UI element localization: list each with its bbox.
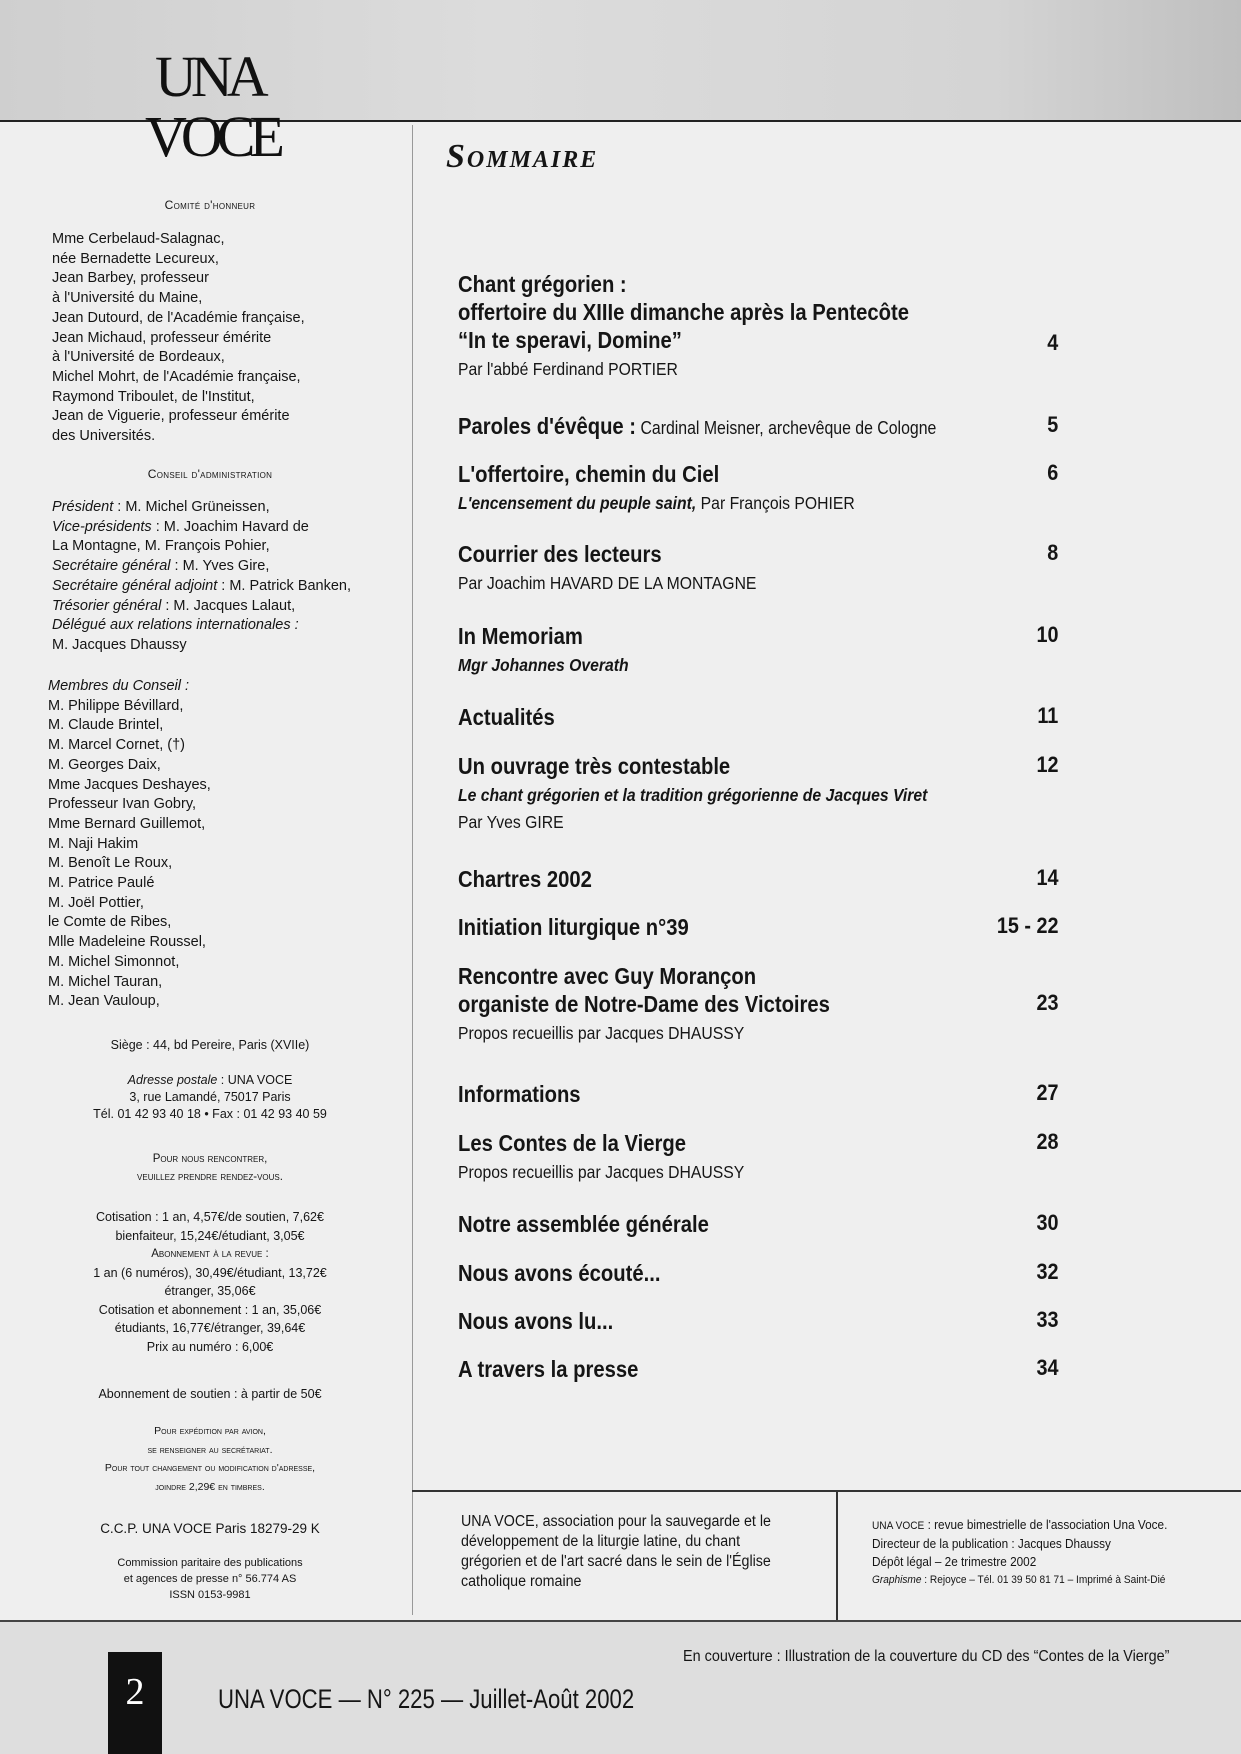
membre-line: M. Jean Vauloup, [48, 993, 160, 1010]
toc-entry [458, 540, 1058, 595]
toc-entry-subtitle-italic: Mgr Johannes Overath [458, 655, 629, 675]
conseil-name: : M. Yves Gire, [170, 558, 270, 575]
membre-line: M. Claude Brintel, [48, 717, 164, 734]
toc-entry-title-text: Actualités [458, 704, 555, 730]
conseil-line [52, 518, 351, 538]
conseil-line [52, 597, 351, 617]
adresse-line-3: Tél. 01 42 93 40 18 • Fax : 01 42 93 40 59 [93, 1107, 327, 1121]
toc-entry [458, 752, 1058, 834]
toc-entry-page: 12 [1035, 752, 1058, 777]
toc-entry-title [458, 412, 986, 442]
membre-line: Mme Bernard Guillemot, [48, 815, 206, 832]
conseil-role: Président [52, 499, 114, 515]
conseil-line [52, 557, 351, 577]
rencontrer-line-2: veuillez prendre rendez-vous. [137, 1171, 283, 1183]
toc-entry [458, 460, 1058, 515]
commission-line-1: Commission paritaire des publications [117, 1557, 303, 1569]
honneur-line: des Universités. [52, 428, 156, 445]
membres-list [48, 677, 211, 1012]
membre-line: M. Michel Tauran, [48, 973, 163, 990]
commission-line-2: et agences de presse n° 56.774 AS [123, 1573, 297, 1585]
toc-entry-title [458, 1210, 986, 1238]
toc-entry-page: 8 [1046, 540, 1058, 565]
toc-entry-title [458, 962, 986, 990]
toc-entry-title-text: Initiation liturgique n°39 [458, 914, 689, 940]
conseil-name: M. Jacques Dhaussy [52, 636, 187, 653]
association-description: UNA VOCE, association pour la sauvegarde et le développement de la liturgie latine, du chant grégorien et de l'art sacré dans le sein de l'Église catholique romaine [461, 1513, 771, 1590]
toc-entry-title [458, 913, 986, 941]
adresse-value: : UNA VOCE [217, 1073, 293, 1087]
conseil-name: : M. Joachim Havard de [151, 518, 309, 535]
publication-line-4 [872, 1571, 1212, 1589]
toc-entry-title [458, 1129, 986, 1157]
una-voce-logo [145, 40, 315, 180]
abonnement-line-2: 1 an (6 numéros), 30,49€/étudiant, 13,72€ [93, 1265, 327, 1280]
conseil-role: Secrétaire général adjoint [52, 577, 218, 594]
publication-info [872, 1516, 1212, 1589]
toc-entry [458, 1307, 1058, 1335]
toc-entry-title-text: Notre assemblée générale [458, 1211, 709, 1237]
toc-entry [458, 1080, 1058, 1108]
toc-entry-title-text: A travers la presse [458, 1356, 639, 1382]
toc-entry-page: 15 - 22 [996, 913, 1058, 938]
conseil-name: La Montagne, M. François Pohier, [52, 538, 270, 555]
conseil-role: Délégué aux relations internationales : [52, 617, 299, 634]
toc-entry-page: 5 [1046, 412, 1058, 437]
membre-line: Professeur Ivan Gobry, [48, 796, 197, 813]
membre-line: M. Georges Daix, [48, 756, 161, 773]
toc-entry [458, 270, 1058, 381]
toc-entry-title [458, 703, 986, 731]
membre-line: le Comte de Ribes, [48, 914, 172, 931]
conseil-line [52, 498, 351, 518]
abonnement-line-3: étranger, 35,06€ [164, 1284, 256, 1298]
graphisme-label: Graphisme [872, 1574, 922, 1586]
publication-label: UNA VOCE [872, 1520, 925, 1532]
toc-entry-subtitle [458, 654, 998, 677]
toc-entry [458, 412, 1058, 442]
logo-line-voce: VOCE [145, 104, 279, 169]
toc-entry-title-text: Nous avons lu... [458, 1308, 614, 1334]
toc-entry-title-text: Les Contes de la Vierge [458, 1130, 686, 1156]
toc-entry-page: 11 [1037, 703, 1058, 728]
avion-line-1: Pour expédition par avion, [154, 1425, 266, 1437]
conseil-name: : M. Patrick Banken, [217, 577, 352, 594]
toc-entry-title [458, 865, 986, 893]
conseil-role: Vice-présidents [52, 518, 152, 535]
toc-entry-page: 30 [1035, 1210, 1058, 1235]
toc-entry [458, 1129, 1058, 1184]
membre-line: Mlle Madeleine Roussel, [48, 934, 206, 951]
toc-entry-title-text: Chant grégorien : [458, 271, 627, 297]
toc-entry-page: 14 [1035, 865, 1058, 890]
toc-entry-title-text: offertoire du XIIIe dimanche après la Pentecôte [458, 299, 910, 325]
publication-line-3: Dépôt légal – 2e trimestre 2002 [872, 1554, 1037, 1569]
page-number: 2 [108, 1652, 162, 1754]
honneur-line: née Bernadette Lecureux, [52, 250, 219, 267]
toc-entry-title [458, 990, 986, 1018]
conseil-role: Secrétaire général [52, 558, 171, 575]
toc-entry-title [458, 1307, 986, 1335]
toc-entry-subtitle-italic: Le chant grégorien et la tradition grégorienne de Jacques Viret [458, 785, 928, 805]
box-divider [836, 1492, 838, 1620]
toc-entry-subtitle [458, 784, 998, 807]
toc-entry-title-text: In Memoriam [458, 623, 583, 649]
toc-entry-subtitle: Par l'abbé Ferdinand PORTIER [458, 359, 678, 379]
logo-line-una: UNA [155, 44, 263, 109]
toc-entry-title-text: Rencontre avec Guy Morançon [458, 963, 757, 989]
toc-entry-title-text: L'offertoire, chemin du Ciel [458, 461, 720, 487]
toc-entry-title-text: Paroles d'évêque : [458, 413, 637, 439]
adresse-label: Adresse postale [127, 1073, 218, 1087]
toc-entry-subtitle-italic: L'encensement du peuple saint, [458, 493, 697, 513]
cotisation-line-2: bienfaiteur, 15,24€/étudiant, 3,05€ [115, 1228, 305, 1243]
toc-entry-page: 32 [1035, 1259, 1058, 1284]
honneur-line: Jean Michaud, professeur émérite [52, 329, 272, 346]
cotisation-abonnement-line-2: étudiants, 16,77€/étranger, 39,64€ [114, 1321, 306, 1335]
toc-entry-title-text: Un ouvrage très contestable [458, 753, 731, 779]
toc-entry-title [458, 752, 986, 780]
honneur-line: Raymond Triboulet, de l'Institut, [52, 388, 255, 405]
toc-entry-title [458, 540, 986, 568]
toc-entry-title-text: Nous avons écouté... [458, 1260, 661, 1286]
issn: ISSN 0153-9981 [169, 1589, 251, 1601]
toc-entry-page: 6 [1046, 460, 1058, 485]
abonnement-soutien: Abonnement de soutien : à partir de 50€ [98, 1387, 322, 1401]
adresse-line-2: 3, rue Lamandé, 75017 Paris [129, 1090, 291, 1104]
prix-numero: Prix au numéro : 6,00€ [146, 1339, 274, 1354]
honneur-line: à l'Université du Maine, [52, 290, 203, 307]
honneur-heading: Comité d'honneur [164, 198, 256, 212]
toc-entry-page: 4 [1046, 330, 1058, 355]
toc-entry-subtitle [458, 492, 998, 515]
toc-entry [458, 1210, 1058, 1238]
box-top-rule [412, 1490, 1241, 1492]
toc-entry-subtitle: Propos recueillis par Jacques DHAUSSY [458, 1162, 745, 1182]
avion-block [40, 1422, 380, 1496]
conseil-heading: Conseil d'administration [147, 467, 273, 481]
toc-entry-page: 27 [1035, 1080, 1058, 1105]
rencontrer-line-1: Pour nous rencontrer, [152, 1153, 268, 1165]
toc-entry-title-text: Chartres 2002 [458, 866, 592, 892]
honneur-line: Jean Barbey, professeur [52, 270, 209, 287]
toc-entry-title-text: organiste de Notre-Dame des Victoires [458, 991, 830, 1017]
membre-line: M. Michel Simonnot, [48, 953, 180, 970]
abonnement-line-1: Abonnement à la revue : [151, 1248, 269, 1260]
publication-line-1 [872, 1516, 1212, 1535]
toc-entry [458, 865, 1058, 893]
membre-line: M. Joël Pottier, [48, 894, 144, 911]
tarifs-block [40, 1208, 380, 1356]
toc-entry-subtitle: Propos recueillis par Jacques DHAUSSY [458, 1023, 745, 1043]
conseil-list [52, 498, 351, 656]
toc-entry-subtitle: Par Yves GIRE [458, 812, 564, 832]
graphisme-text: : Rejoyce – Tél. 01 39 50 81 71 – Imprimé à Saint-Dié [921, 1574, 1166, 1586]
honneur-line: Mme Cerbelaud-Salagnac, [52, 231, 225, 247]
membre-line: M. Benoît Le Roux, [48, 855, 173, 872]
membre-line: M. Marcel Cornet, (†) [48, 737, 185, 754]
toc-entry [458, 913, 1058, 941]
toc-entry [458, 622, 1058, 677]
toc-entry-title [458, 622, 986, 650]
toc-entry-title [458, 1080, 986, 1108]
toc-entry [458, 962, 1058, 1045]
commission-block [40, 1555, 380, 1603]
toc-entry-title [458, 298, 986, 326]
honneur-list [52, 230, 305, 447]
toc-entry-page: 23 [1035, 990, 1058, 1015]
toc-entry-title-text: “In te speravi, Domine” [458, 327, 682, 353]
conseil-name: : M. Jacques Lalaut, [161, 597, 296, 614]
toc-entry-title-text: Informations [458, 1081, 581, 1107]
membre-line: M. Patrice Paulé [48, 875, 155, 892]
conseil-line [52, 577, 351, 597]
conseil-line [52, 537, 351, 557]
membres-heading: Membres du Conseil : [48, 678, 190, 694]
toc-entry [458, 1259, 1058, 1287]
honneur-line: à l'Université de Bordeaux, [52, 349, 225, 366]
adresse-line-1 [40, 1072, 380, 1089]
toc-entry-title [458, 270, 986, 298]
toc-entry-page: 34 [1035, 1355, 1058, 1380]
toc-entry-title [458, 326, 986, 354]
toc-entry-inline-sub: Cardinal Meisner, archevêque de Cologne [636, 418, 937, 438]
honneur-line: Jean Dutourd, de l'Académie française, [52, 309, 305, 326]
honneur-line: Jean de Viguerie, professeur émérite [52, 408, 290, 425]
conseil-name: : M. Michel Grüneissen, [113, 499, 270, 515]
cover-caption: En couverture : Illustration de la couverture du CD des “Contes de la Vierge” [683, 1648, 1170, 1665]
adresse-block [40, 1072, 380, 1123]
toc-entry-page: 10 [1035, 622, 1058, 647]
toc-entry-subtitle-tail: Par François POHIER [696, 493, 855, 513]
toc-entry [458, 703, 1058, 731]
cotisation-abonnement-line-1: Cotisation et abonnement : 1 an, 35,06€ [98, 1302, 322, 1317]
avion-line-4: joindre 2,29€ en timbres. [155, 1480, 265, 1493]
membre-line: Mme Jacques Deshayes, [48, 776, 211, 793]
toc-entry-page: 28 [1035, 1129, 1058, 1154]
toc-entry-page: 33 [1035, 1307, 1058, 1332]
toc-entry-title-text: Courrier des lecteurs [458, 541, 662, 567]
avion-line-3: Pour tout changement ou modification d'adresse, [104, 1462, 316, 1474]
cotisation-line-1: Cotisation : 1 an, 4,57€/de soutien, 7,62€ [96, 1210, 324, 1224]
toc-entry-title [458, 460, 986, 488]
ccp: C.C.P. UNA VOCE Paris 18279-29 K [100, 1521, 320, 1536]
toc-entry-title [458, 1355, 986, 1383]
avion-line-2: se renseigner au secrétariat. [147, 1443, 273, 1456]
rencontrer-block [40, 1150, 380, 1186]
toc-entry-title [458, 1259, 986, 1287]
toc-entry [458, 1355, 1058, 1383]
publication-line-1-text: : revue bimestrielle de l'association Una Voce. [924, 1517, 1168, 1532]
membre-line: M. Philippe Bévillard, [48, 697, 184, 714]
publication-line-2: Directeur de la publication : Jacques Dhaussy [872, 1536, 1111, 1551]
honneur-line: Michel Mohrt, de l'Académie française, [52, 368, 301, 385]
conseil-line [52, 636, 351, 656]
toc-entry-subtitle: Par Joachim HAVARD DE LA MONTAGNE [458, 573, 757, 593]
footer-title: UNA VOCE — N° 225 — Juillet-Août 2002 [218, 1684, 635, 1714]
membre-line: M. Naji Hakim [48, 835, 139, 852]
conseil-line [52, 616, 351, 636]
siege: Siège : 44, bd Pereire, Paris (XVIIe) [110, 1038, 310, 1052]
sommaire-title: Sommaire [446, 138, 599, 175]
conseil-role: Trésorier général [52, 597, 162, 614]
column-divider [412, 125, 413, 1615]
